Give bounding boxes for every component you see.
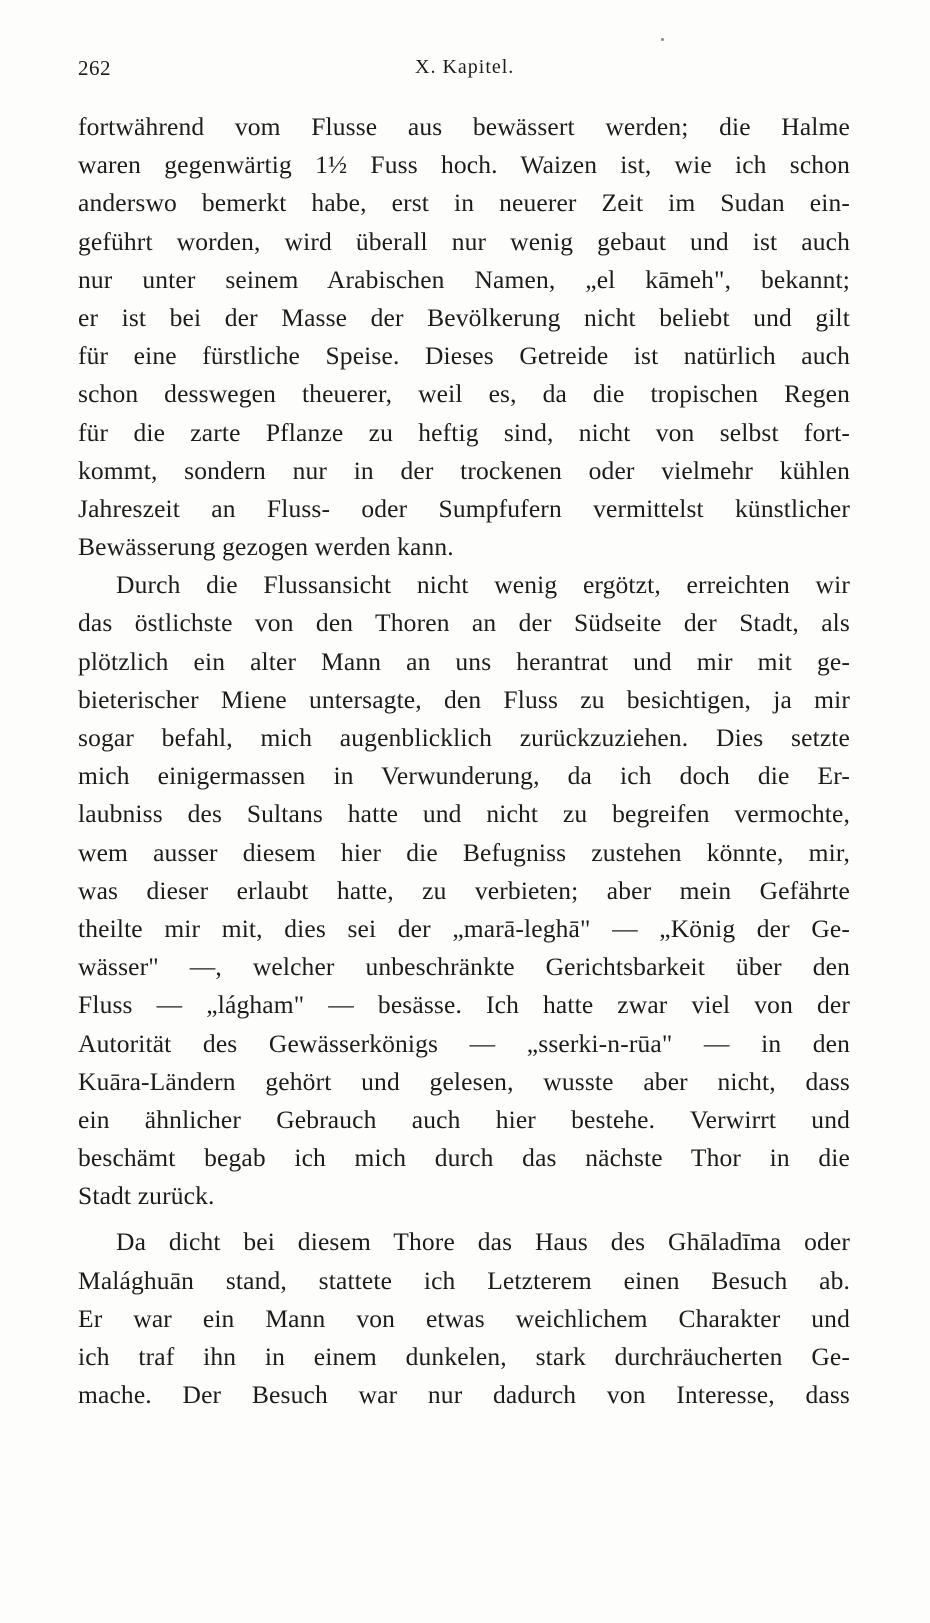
text-line: anderswo bemerkt habe, erst in neuerer Zeit im Sudan ein- bbox=[78, 188, 850, 218]
text-line: nur unter seinem Arabischen Namen, „el kāmeh", bekannt; bbox=[78, 264, 850, 294]
text-line: fortwährend vom Flusse aus bewässert werden; die Halme bbox=[78, 112, 850, 141]
text-line: Da dicht bei diesem Thore das Haus des Ghāladīma oder bbox=[116, 1227, 850, 1257]
text-line: mache. Der Besuch war nur dadurch von Interesse, dass bbox=[78, 1380, 850, 1410]
text-line: plötzlich ein alter Mann an uns herantrat und mir mit ge- bbox=[78, 646, 850, 676]
text-line: mich einigermassen in Verwunderung, da ich doch die Er- bbox=[78, 761, 850, 791]
text-line: was dieser erlaubt hatte, zu verbieten; aber mein Gefährte bbox=[78, 875, 850, 905]
text-line: sogar befahl, mich augenblicklich zurückzuziehen. Dies setzte bbox=[78, 723, 850, 752]
print-speck bbox=[661, 38, 664, 41]
text-line: theilte mir mit, dies sei der „marā-leghā" — „König der Ge- bbox=[78, 913, 850, 943]
text-line: bieterischer Miene untersagte, den Fluss zu besichtigen, ja mir bbox=[78, 684, 850, 714]
text-line: Kuāra-Ländern gehört und gelesen, wusste aber nicht, dass bbox=[78, 1066, 850, 1096]
text-line: kommt, sondern nur in der trockenen oder vielmehr kühlen bbox=[78, 455, 850, 485]
text-line: ein ähnlicher Gebrauch auch hier bestehe. Verwirrt und bbox=[78, 1104, 850, 1134]
text-line: Autorität des Gewässerkönigs — „sserki-n-rūa" — in den bbox=[78, 1028, 850, 1058]
text-line: Stadt zurück. bbox=[78, 1181, 215, 1211]
text-line: waren gegenwärtig 1½ Fuss hoch. Waizen ist, wie ich schon bbox=[78, 150, 850, 180]
text-line: geführt worden, wird überall nur wenig gebaut und ist auch bbox=[78, 226, 850, 256]
text-line: laubniss des Sultans hatte und nicht zu begreifen vermochte, bbox=[78, 799, 850, 829]
text-line: Er war ein Mann von etwas weichlichem Charakter und bbox=[78, 1303, 850, 1333]
paragraph-3 bbox=[78, 1223, 850, 1414]
text-line: wässer" —, welcher unbeschränkte Gerichtsbarkeit über den bbox=[78, 952, 850, 982]
text-line: das östlichste von den Thoren an der Südseite der Stadt, als bbox=[78, 608, 850, 638]
text-line: schon desswegen theuerer, weil es, da die tropischen Regen bbox=[78, 379, 850, 409]
text-line: für eine fürstliche Speise. Dieses Getreide ist natürlich auch bbox=[78, 341, 850, 371]
text-line: Fluss — „lágham" — besässe. Ich hatte zwar viel von der bbox=[78, 990, 850, 1020]
text-line: Bewässerung gezogen werden kann. bbox=[78, 532, 454, 562]
body-text bbox=[78, 108, 850, 1414]
text-line: ich traf ihn in einem dunkelen, stark durchräucherten Ge- bbox=[78, 1342, 850, 1371]
text-line: wem ausser diesem hier die Befugniss zustehen könnte, mir, bbox=[78, 837, 850, 867]
page-number: 262 bbox=[78, 56, 111, 80]
text-line: Durch die Flussansicht nicht wenig ergötzt, erreichten wir bbox=[116, 570, 850, 600]
paragraph-2 bbox=[78, 566, 850, 1215]
paragraph-1 bbox=[78, 108, 850, 566]
text-line: Malághuān stand, stattete ich Letzterem einen Besuch ab. bbox=[78, 1265, 850, 1295]
page-header bbox=[78, 56, 848, 90]
text-line: Jahreszeit an Fluss- oder Sumpfufern vermittelst künstlicher bbox=[78, 493, 850, 523]
text-line: beschämt begab ich mich durch das nächste Thor in die bbox=[78, 1143, 850, 1173]
text-line: für die zarte Pflanze zu heftig sind, nicht von selbst fort- bbox=[78, 417, 850, 447]
text-line: er ist bei der Masse der Bevölkerung nicht beliebt und gilt bbox=[78, 302, 850, 332]
running-title: X. Kapitel. bbox=[415, 56, 515, 78]
